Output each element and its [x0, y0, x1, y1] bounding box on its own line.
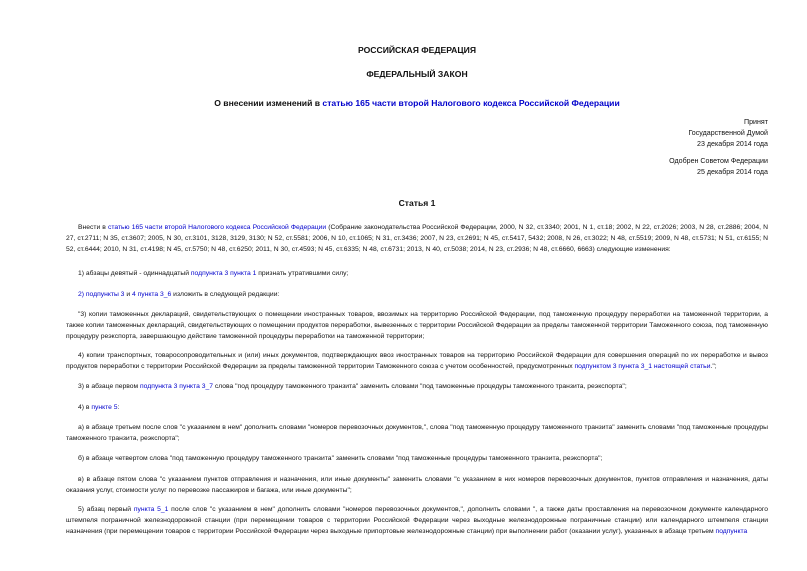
adoption-body: Государственной Думой — [688, 129, 768, 138]
item-1-text-b: признать утратившими силу; — [256, 270, 349, 277]
intro-text-b: (Собрание законодательства Российской Федерации, 2000, N 32, ст.3340; 2001, N 1, ст.18; 2002, N 22, ст.2026; 2003, N 28, ст.2886; 2004, N 27, ст.2711; N 35, ст.3607; 2005, N 30, ст.3101, 3128, 3129, 3130; N 52, ст.5581; 2006, N 10, ст.1065; N 31, ст.3436; 2007, N 23, ст.2691; N 45, ст.5417, 5432; 2008, N 26, ст.3022; N 48, ст.5519; 2009, N 48, ст.5731; N 51, ст.6155; N 52, ст.6444; 2010, N 31, ст.4198; N 45, ст.5750; N 48, ст.6250; 2011, N 30, ст.4593; N 45, ст.6335; N 48, ст.6731; 2013, N 40, ст.5038; 2014, N 23, ст.2936; N 48, ст.6660, 6663) следующие изменения: — [66, 224, 768, 254]
paragraph-item-4 — [66, 402, 768, 413]
item-2-text-a: и — [124, 291, 132, 298]
adoption-duma — [688, 117, 768, 151]
item-3-text-b: слова "под процедуру таможенного транзита" заменить словами "под таможенные процедуры таможенного транзита, реэкспорта"; — [213, 383, 627, 390]
item-5-text-a: 5) абзац первый — [78, 506, 134, 513]
approval-label: Одобрен Советом Федерации — [669, 157, 768, 165]
item-5-link[interactable]: пункта 5_1 — [133, 506, 169, 513]
paragraph-sub-b: б) в абзаце четвертом слова "под таможенную процедуру таможенного транзита" заменить словами "под таможенные процедуры таможенного транзита, реэкспорта"; — [78, 455, 603, 462]
law-title-link[interactable]: статью 165 части второй Налогового кодекса Российской Федерации — [322, 98, 620, 108]
item-5-link-tail[interactable]: подпункта — [715, 528, 748, 536]
law-type-heading: ФЕДЕРАЛЬНЫЙ ЗАКОН — [366, 69, 468, 79]
paragraph-item-3 — [66, 381, 768, 392]
paragraph-intro — [66, 222, 768, 255]
item-3-text-a: 3) в абзаце первом — [78, 383, 141, 390]
paragraph-quoted-3: "3) копии таможенных деклараций, свидетельствующих о помещении иностранных товаров, ввозимых на территорию Российской Федерации, под таможенную процедуру переработки на таможенной территории, а также копии таможенных деклараций, свидетельствующих о помещении продуктов переработки, вывезенных с территории Российской Федерации за пределы таможенной территории Таможенного союза, под таможенную процедуру реэкспорта, завершающую действие таможенной процедуры переработки на таможенной территории; — [66, 311, 768, 341]
item-2-text-b: изложить в следующей редакции: — [171, 291, 280, 298]
quoted-4-text-b: ."; — [710, 363, 717, 371]
item-2-link-b[interactable]: 4 пункта 3_6 — [131, 291, 172, 298]
item-4-link[interactable]: пункте 5 — [91, 404, 118, 411]
item-1-text-a: 1) абзацы девятый - одиннадцатый — [78, 270, 191, 277]
paragraph-item-5 — [66, 504, 768, 537]
intro-article-link[interactable]: статью 165 части второй Налогового кодекса Российской Федерации — [107, 224, 327, 231]
paragraph-item-1 — [66, 268, 768, 279]
paragraph-quoted-4 — [66, 350, 768, 372]
law-title-prefix: О внесении изменений в — [214, 98, 323, 108]
item-2-link-a[interactable]: 2) подпункты 3 — [78, 291, 125, 298]
item-3-link[interactable]: подпункта 3 пункта 3_7 — [140, 383, 213, 390]
paragraph-sub-a: а) в абзаце третьем после слов "с указанием в нем" дополнить словами "номеров перевозочных документов,", слова "под таможенную процедуру таможенного транзита" заменить словами "под таможенные процедуры таможенного транзита, реэкспорта"; — [66, 424, 768, 443]
item-1-link[interactable]: подпункта 3 пункта 1 — [190, 270, 257, 277]
item-4-text-a: 4) в — [78, 404, 92, 411]
law-title — [66, 98, 768, 108]
intro-text-a: Внести в — [78, 224, 108, 231]
approval-date: 25 декабря 2014 года — [697, 168, 768, 177]
item-4-text-b: : — [117, 404, 120, 411]
quoted-4-link[interactable]: подпунктом 3 пункта 3_1 настоящей статьи — [574, 363, 711, 371]
approval-federation-council — [669, 156, 768, 178]
paragraph-sub-v: в) в абзаце пятом слова "с указанием пунктов отправления и назначения, или иные документы" заменить словами "с указанием в них номеров перевозочных документов, пунктов отправления и назначения, даты оказания услуг, стоимости услуг по перевозке пассажиров и багажа, или иные документы"; — [66, 476, 768, 495]
country-heading: РОССИЙСКАЯ ФЕДЕРАЦИЯ — [357, 45, 477, 55]
adoption-date: 23 декабря 2014 года — [697, 140, 768, 149]
paragraph-item-2 — [66, 289, 768, 300]
quoted-4-text-a: 4) копии транспортных, товаросопроводительных и (или) иных документов, подтверждающих ввоз иностранных товаров на территорию Российской Федерации для совершения операций по их переработке и вывоз продуктов переработки с территории Российской Федерации за пределы таможенной территории Таможенного союза с учетом особенностей, предусмотренных — [66, 352, 768, 371]
item-5-text-b: после слов "с указанием в нем" дополнить словами "номеров перевозочных документов,", дополнить словами ", а также даты проставления на перевозочном документе календарного штемпеля пограничной железнодорожной станции (при перемещении товаров с территории Российской Федерации через выходные железнодорожные пограничные станции) или календарного штемпеля станции назначения (при перемещении товаров с территории Российской Федерации через выходные припортовые железнодорожные станции) при выполнении работ (оказании услуг), указанных в абзаце третьем — [66, 506, 768, 536]
adoption-label: Принят — [743, 118, 768, 126]
article-title: Статья 1 — [398, 198, 436, 208]
